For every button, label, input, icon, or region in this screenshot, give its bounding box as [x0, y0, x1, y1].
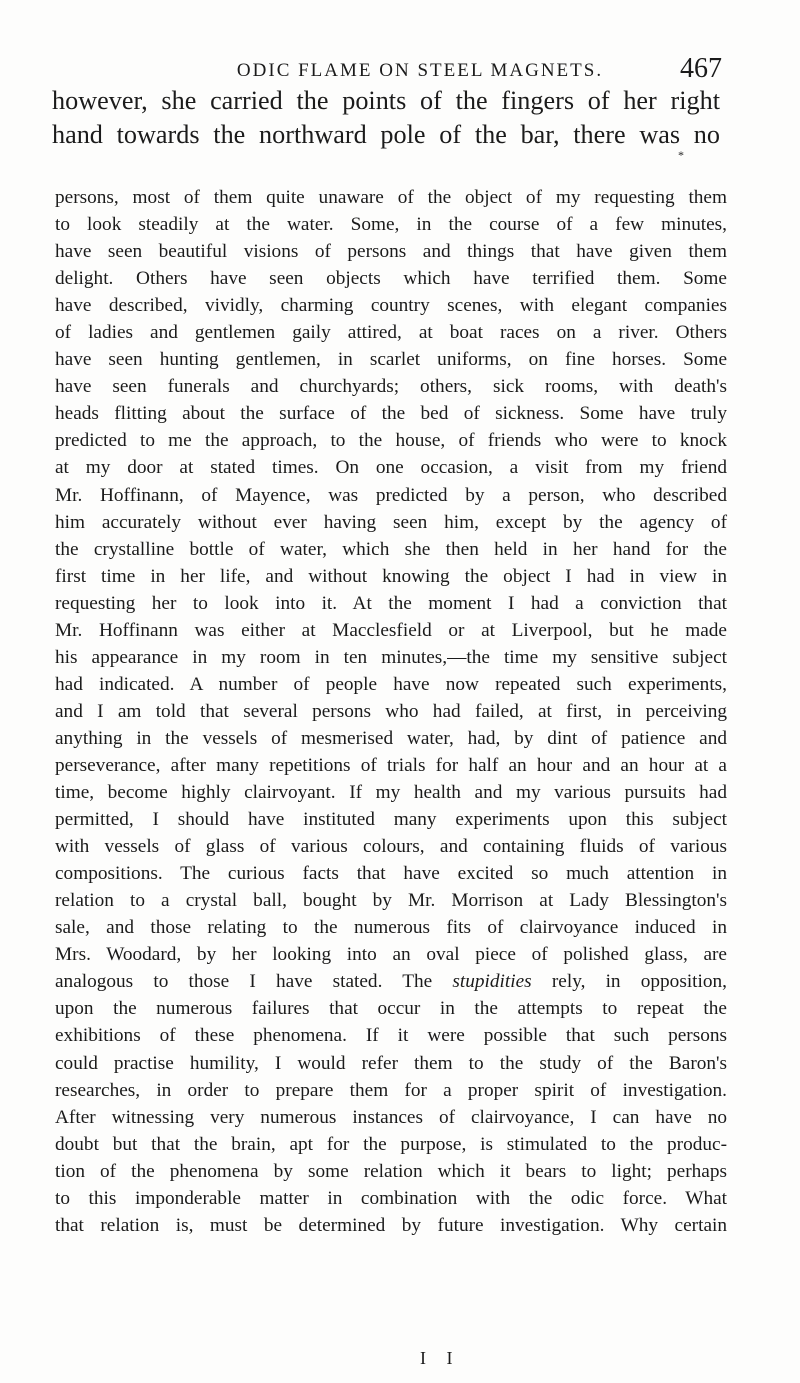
page-number: 467: [680, 53, 722, 84]
text-line: tion of the phenomena by some relation which it bears to light; perhaps: [55, 1160, 727, 1182]
text-line: After witnessing very numerous instances of clairvoyance, I can have no: [55, 1106, 727, 1128]
running-title: ODIC FLAME ON STEEL MAGNETS.: [236, 60, 604, 81]
emphasis-word: stupidities: [452, 971, 532, 993]
text-line: first time in her life, and without knowing the object I had in view in: [55, 565, 727, 587]
text-line: of ladies and gentlemen gaily attired, at boat races on a river. Others: [55, 322, 727, 344]
text-line: had indicated. A number of people have now repeated such experiments,: [55, 673, 727, 695]
text-line: delight. Others have seen objects which have terrified them. Some: [55, 268, 727, 290]
text-line: that relation is, must be determined by future investigation. Why certain: [55, 1214, 727, 1236]
text-line: upon the numerous failures that occur in the attempts to repeat the: [55, 998, 727, 1020]
text-line: with vessels of glass of various colours, and containing fluids of various: [55, 836, 727, 858]
text-line: to look steadily at the water. Some, in the course of a few minutes,: [55, 214, 727, 236]
text-line: requesting her to look into it. At the moment I had a conviction that: [55, 592, 727, 614]
text-line: and I am told that several persons who had failed, at first, in perceiving: [55, 700, 727, 722]
lead-paragraph: [52, 84, 720, 152]
body-paragraph: [55, 184, 727, 1239]
text-line: have seen funerals and churchyards; others, sick rooms, with death's: [55, 376, 727, 398]
text-line: relation to a crystal ball, bought by Mr. Morrison at Lady Blessington's: [55, 890, 727, 912]
text-line: have seen hunting gentlemen, in scarlet uniforms, on fine horses. Some: [55, 349, 727, 371]
text-line: predicted to me the approach, to the house, of friends who were to knock: [55, 430, 727, 452]
text-line: analogous to those I have stated. The stupidities rely, in opposition,: [55, 971, 727, 993]
text-line: permitted, I should have instituted many experiments upon this subject: [55, 809, 727, 831]
text-line: compositions. The curious facts that have excited so much attention in: [55, 863, 727, 885]
text-line: sale, and those relating to the numerous fits of clairvoyance induced in: [55, 917, 727, 939]
text-line: have seen beautiful visions of persons and things that have given them: [55, 241, 727, 263]
text-line: Mr. Hoffinann, of Mayence, was predicted by a person, who described: [55, 484, 727, 506]
text-line: hand towards the northward pole of the bar, there was no: [52, 120, 720, 149]
text-line: the crystalline bottle of water, which she then held in her hand for the: [55, 538, 727, 560]
text-line: Mr. Hoffinann was either at Macclesfield or at Liverpool, but he made: [55, 619, 727, 641]
text-line: doubt but that the brain, apt for the purpose, is stimulated to the produc-: [55, 1133, 727, 1155]
text-line: him accurately without ever having seen him, except by the agency of: [55, 511, 727, 533]
text-line: heads flitting about the surface of the bed of sickness. Some have truly: [55, 403, 727, 425]
text-line: could practise humility, I would refer them to the study of the Baron's: [55, 1052, 727, 1074]
text-line: Mrs. Woodard, by her looking into an oval piece of polished glass, are: [55, 944, 727, 966]
text-line: persons, most of them quite unaware of the object of my requesting them: [55, 187, 727, 208]
text-line: exhibitions of these phenomena. If it were possible that such persons: [55, 1025, 727, 1047]
text-line: have described, vividly, charming country scenes, with elegant companies: [55, 295, 727, 317]
text-line: perseverance, after many repetitions of trials for half an hour and an hour at a: [55, 754, 727, 776]
text-line: time, become highly clairvoyant. If my health and my various pursuits had: [55, 782, 727, 804]
text-line: his appearance in my room in ten minutes,—the time my sensitive subject: [55, 646, 727, 668]
text-line: however, she carried the points of the fingers of her right: [52, 86, 720, 115]
text-line: researches, in order to prepare them for a proper spirit of investigation.: [55, 1079, 727, 1101]
continuation-mark: *: [678, 148, 684, 162]
text-line: anything in the vessels of mesmerised water, had, by dint of patience and: [55, 727, 727, 749]
signature-mark: I I: [420, 1348, 461, 1368]
text-line: at my door at stated times. On one occasion, a visit from my friend: [55, 457, 727, 479]
text-line: to this imponderable matter in combination with the odic force. What: [55, 1187, 727, 1209]
running-head: [120, 53, 722, 86]
